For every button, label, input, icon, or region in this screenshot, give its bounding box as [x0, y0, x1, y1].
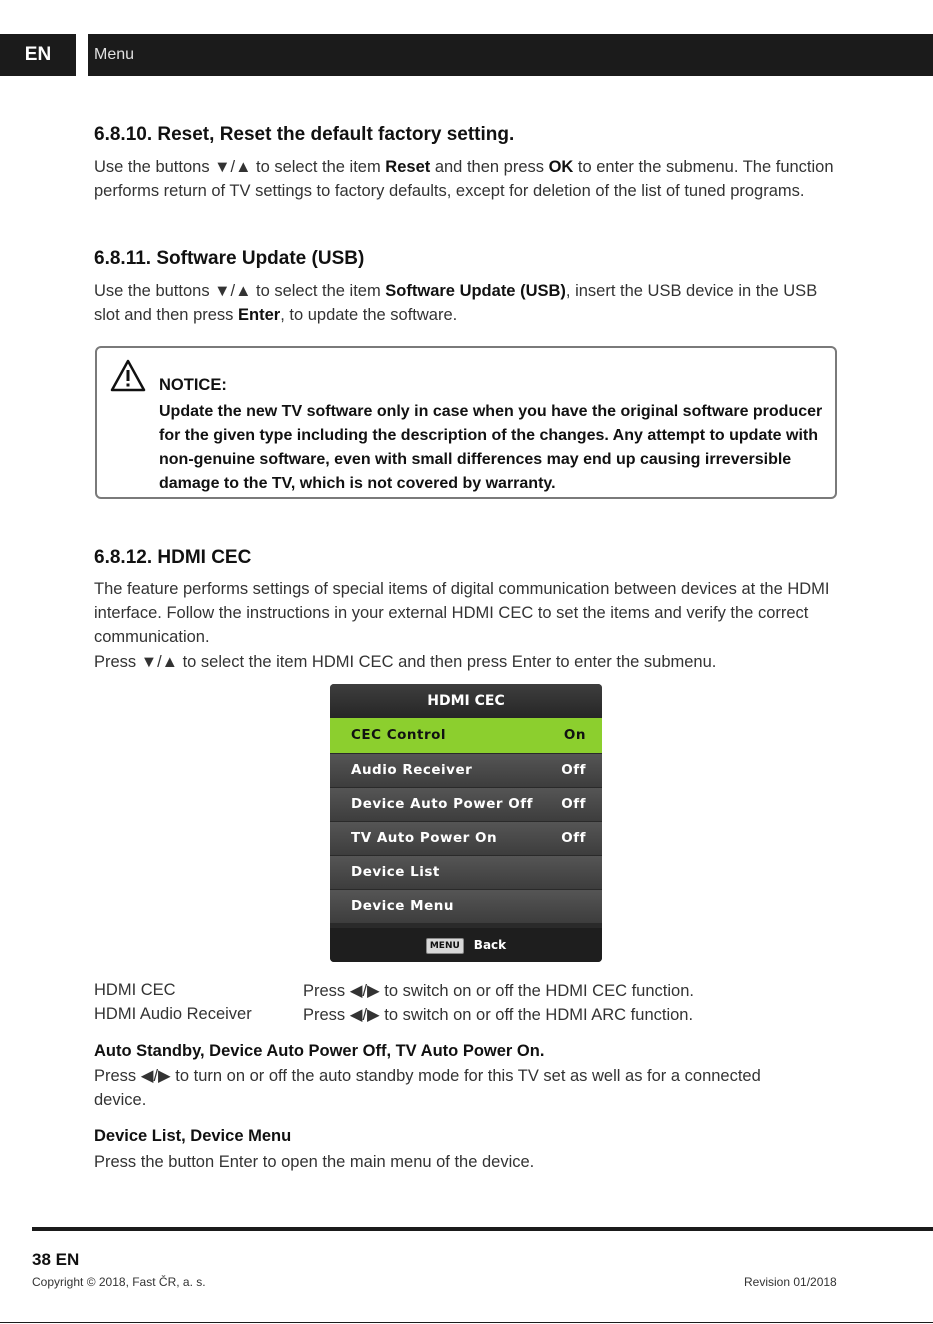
- page-number: 38 EN: [32, 1250, 80, 1269]
- osd-row-audio-receiver: [330, 754, 602, 787]
- hdmi-cec-paragraph: The feature performs settings of special items of digital communication between devices at the HDMI interface. Follow the instructions in your external HDMI CEC to set the items and verify the correct communication.: [94, 580, 830, 646]
- subsection-title-device-list: Device List, Device Menu: [94, 1127, 292, 1145]
- hdmi-cec-instruction: Press ▼/▲ to select the item HDMI CEC and then press Enter to enter the submenu.: [94, 653, 717, 671]
- osd-row-device-list: [330, 856, 602, 889]
- osd-row-label: Device List: [351, 864, 440, 880]
- osd-title: HDMI CEC: [330, 684, 602, 718]
- subsection-title-auto-standby: Auto Standby, Device Auto Power Off, TV Auto Power On.: [94, 1042, 545, 1060]
- osd-row-label: Device Auto Power Off: [351, 796, 534, 812]
- notice-text: Update the new TV software only in case when you have the original software producer for the given type including the description of the changes. Any attempt to update with non-genuine software, even with small differences may end up causing irreversible damage to the TV, which is not covered by warranty.: [159, 403, 823, 492]
- revision: Revision 01/2018: [744, 1275, 837, 1289]
- osd-row-tv-auto-power-on: [330, 822, 602, 855]
- osd-footer: [330, 928, 602, 962]
- osd-row-cec-control: [330, 718, 602, 753]
- device-list-paragraph: Press the button Enter to open the main menu of the device.: [94, 1153, 535, 1171]
- osd-row-label: CEC Control: [351, 727, 447, 743]
- definition-description: Press ◀/▶ to switch on or off the HDMI CEC function.: [303, 982, 694, 1000]
- bottom-line: [0, 1322, 933, 1323]
- osd-row-device-auto-power-off: [330, 788, 602, 821]
- osd-row-value: Off: [561, 796, 586, 812]
- osd-row-value: Off: [561, 762, 586, 778]
- definition-term: HDMI CEC: [94, 981, 176, 999]
- section-title-reset: 6.8.10. Reset, Reset the default factory setting.: [94, 124, 515, 145]
- language-tab: EN: [0, 34, 76, 76]
- notice-title: NOTICE:: [159, 376, 227, 394]
- section-title-hdmi-cec: 6.8.12. HDMI CEC: [94, 547, 252, 568]
- auto-standby-paragraph: Press ◀/▶ to turn on or off the auto standby mode for this TV set as well as for a connected device.: [94, 1067, 761, 1109]
- osd-row-label: TV Auto Power On: [351, 830, 498, 846]
- osd-row-value: On: [563, 727, 586, 743]
- osd-back-label: Back: [473, 938, 507, 952]
- warning-icon: [109, 358, 147, 394]
- copyright: Copyright © 2018, Fast ČR, a. s.: [32, 1275, 206, 1289]
- definition-description: Press ◀/▶ to switch on or off the HDMI ARC function.: [303, 1006, 694, 1024]
- osd-row-value: Off: [561, 830, 586, 846]
- notice-box: [95, 346, 837, 499]
- reset-paragraph: Use the buttons ▼/▲ to select the item Reset and then press OK to enter the submenu. The function performs return of TV settings to factory defaults, except for deletion of the list of tuned programs.: [94, 158, 834, 200]
- hdmi-cec-menu-screenshot: [330, 684, 602, 962]
- software-update-paragraph: Use the buttons ▼/▲ to select the item Software Update (USB), insert the USB device in the USB slot and then press Enter, to update the software.: [94, 282, 818, 324]
- osd-row-label: Audio Receiver: [351, 762, 473, 778]
- definition-term: HDMI Audio Receiver: [94, 1005, 252, 1023]
- footer-divider: [32, 1227, 933, 1231]
- osd-row-label: Device Menu: [351, 898, 454, 914]
- menu-key-icon: MENU: [426, 938, 464, 954]
- section-header: Menu: [88, 34, 933, 76]
- osd-row-device-menu: [330, 890, 602, 923]
- section-title-software-update: 6.8.11. Software Update (USB): [94, 248, 365, 269]
